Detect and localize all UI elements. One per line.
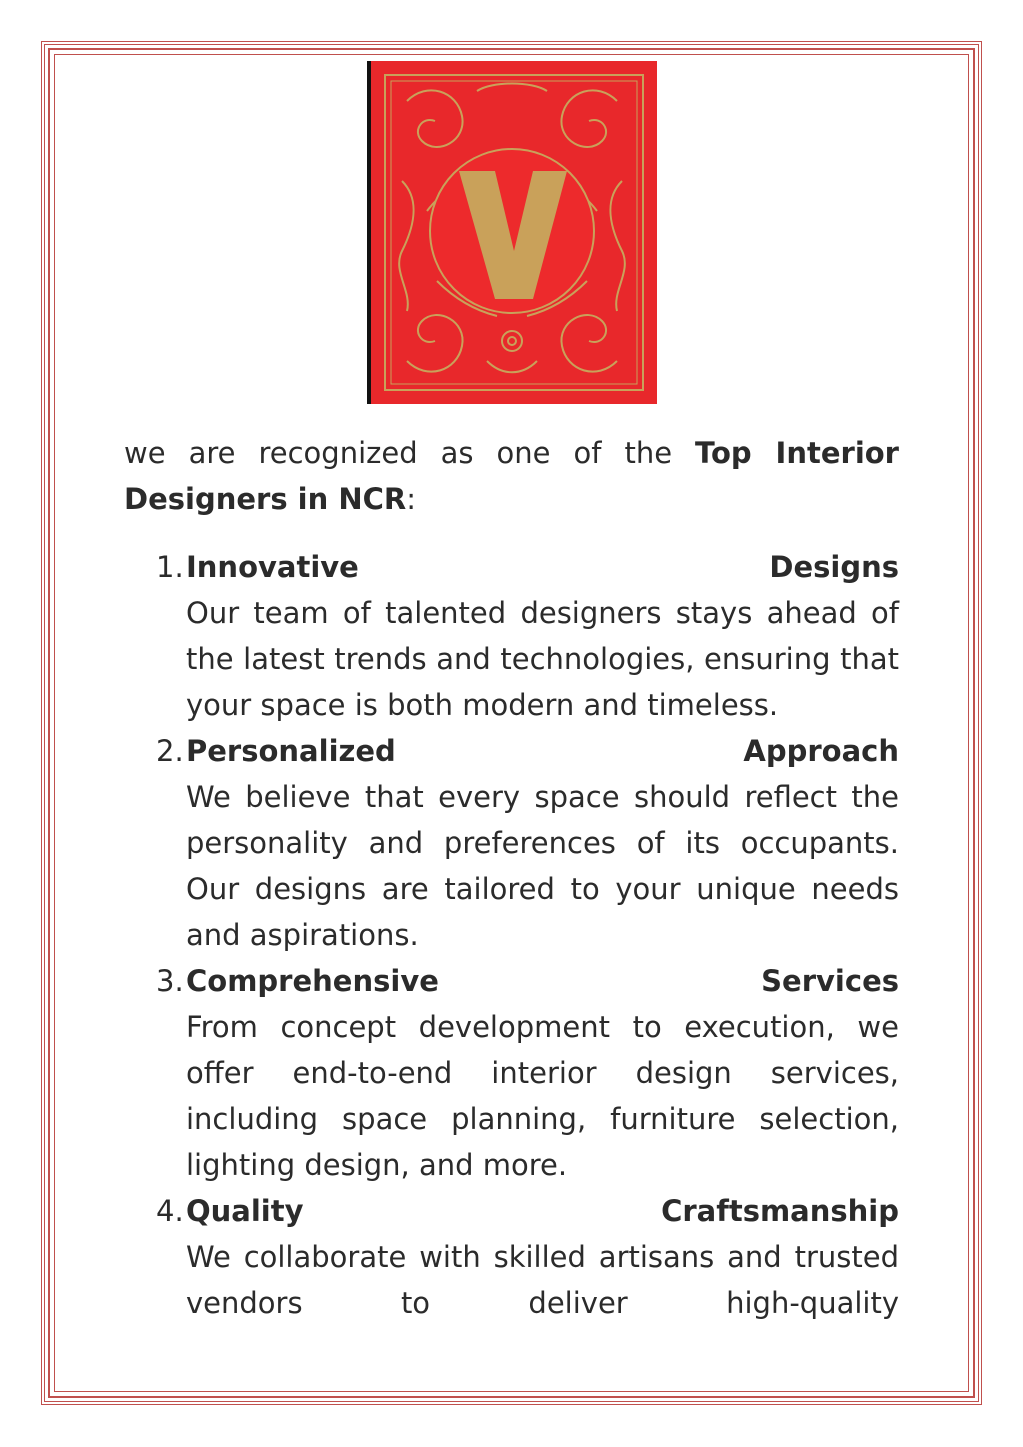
- list-number: 2.: [156, 734, 184, 768]
- feature-title: [186, 958, 899, 1004]
- intro-text: we are recognized as one of the: [124, 436, 696, 470]
- feature-description: Our team of talented designers stays ahead of the latest trends and technologies, ensuring that your space is both modern and timeless.: [186, 596, 899, 722]
- feature-title: [186, 1188, 899, 1234]
- company-logo: [367, 61, 657, 404]
- feature-title: [186, 544, 899, 590]
- list-item: [124, 1188, 899, 1326]
- feature-title-left: Comprehensive: [186, 964, 439, 998]
- feature-title-left: Quality: [186, 1194, 304, 1228]
- list-number: 3.: [156, 964, 184, 998]
- feature-title-left: Personalized: [186, 734, 396, 768]
- list-number: 4.: [156, 1194, 184, 1228]
- feature-title: [186, 728, 899, 774]
- feature-description: We believe that every space should reflect the personality and preferences of its occupants. Our designs are tailored to your unique needs and aspirations.: [186, 780, 899, 952]
- feature-description: We collaborate with skilled artisans and trusted vendors to deliver high-quality: [186, 1240, 899, 1320]
- feature-title-right: Approach: [743, 734, 899, 768]
- list-item: [124, 544, 899, 728]
- features-list: [124, 544, 899, 1326]
- feature-title-right: Services: [761, 964, 899, 998]
- list-item: [124, 728, 899, 958]
- feature-title-right: Craftsmanship: [661, 1194, 899, 1228]
- feature-description: From concept development to execution, we offer end-to-end interior design services, including space planning, furniture selection, lighting design, and more.: [186, 1010, 899, 1182]
- document-body: [124, 430, 899, 1326]
- list-item: [124, 958, 899, 1188]
- intro-paragraph: [124, 430, 899, 522]
- feature-title-left: Innovative: [186, 550, 359, 584]
- list-number: 1.: [156, 550, 184, 584]
- intro-suffix: :: [406, 482, 417, 516]
- intro-highlight: Top Interior Designers in NCR: [124, 436, 899, 516]
- feature-title-right: Designs: [769, 550, 899, 584]
